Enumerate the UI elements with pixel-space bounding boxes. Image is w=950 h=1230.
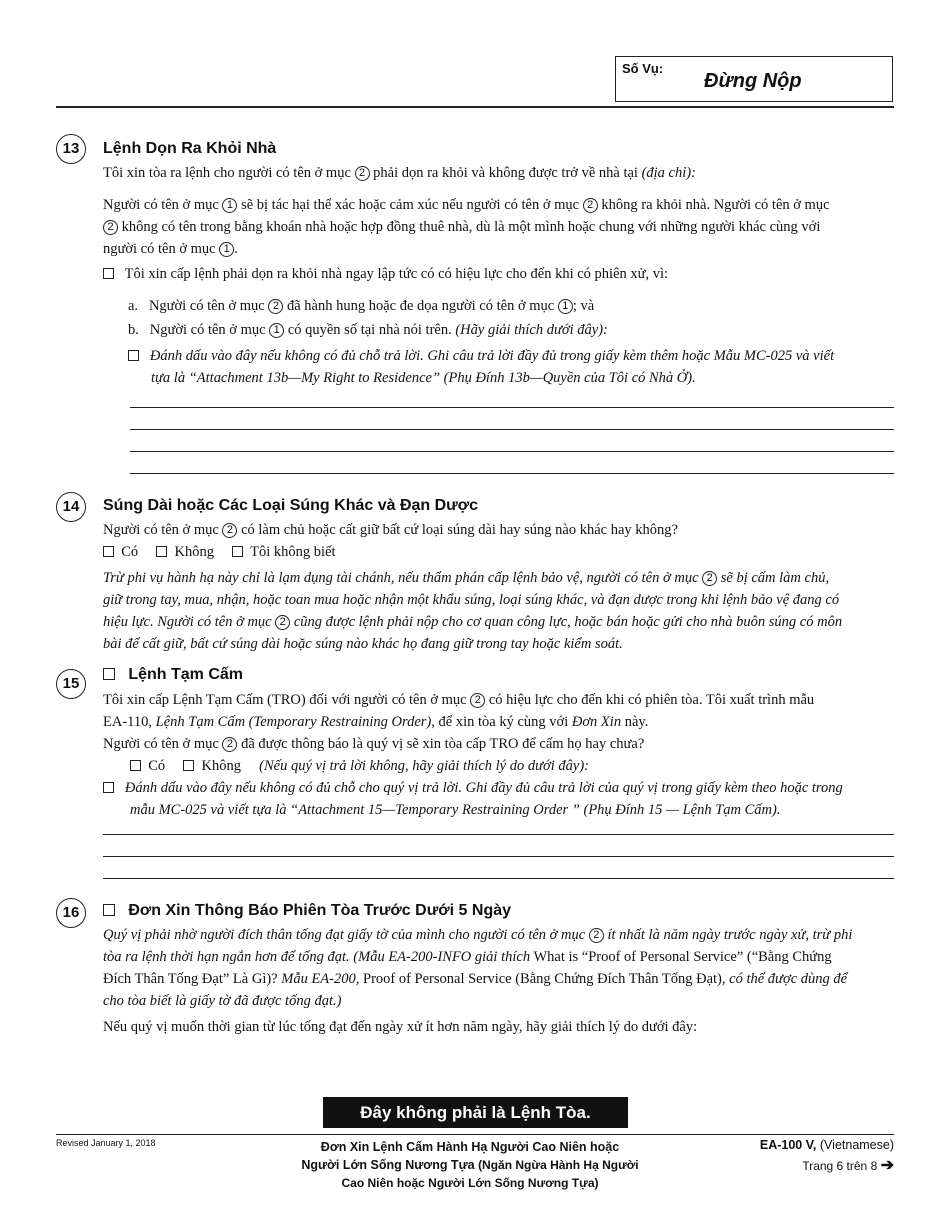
s13-item-a: a. Người có tên ở mục 2 đã hành hung hoặc đe dọa người có tên ở mục 1 ; và [128, 298, 595, 314]
s13-para-line2: 2 không có tên trong bằng khoán nhà hoặc hợp đồng thuê nhà, dù là một mình hoặc chung với những người khác cùng với [103, 216, 820, 238]
case-number-box [615, 56, 893, 102]
s15-yes-checkbox[interactable] [130, 760, 141, 771]
circled-2: 2 [589, 928, 604, 943]
s16-line3: Đích Thân Tống Đạt” Là Gì)? Mẫu EA-200, Proof of Personal Service (Bằng Chứng Đích Thân Tống Đạt), có thể được dùng để [103, 971, 848, 987]
s13-attachment-checkbox[interactable] [128, 350, 139, 361]
section-15-number: 15 [56, 669, 86, 699]
s16-request-checkbox[interactable] [103, 904, 115, 916]
s15-request-checkbox[interactable] [103, 668, 115, 680]
circled-2: 2 [103, 220, 118, 235]
circled-2: 2 [268, 299, 283, 314]
s15-line2: EA-110, Lệnh Tạm Cấm (Temporary Restraining Order), để xin tòa ký cùng với Đơn Xin này. [103, 714, 649, 730]
section-16-title-row [103, 902, 511, 920]
s14-note-line2: giữ trong tay, mua, nhận, hoặc toan mua hoặc nhận một khẩu súng, loại súng khác, và đạn dược trong khi lệnh bảo vệ đang có [103, 592, 840, 608]
case-number-value: Đừng Nộp [704, 70, 802, 92]
s13-para-line3: người có tên ở mục 1 . [103, 241, 238, 257]
section-15-title: Lệnh Tạm Cấm [128, 666, 244, 683]
circled-2: 2 [222, 523, 237, 538]
page-number: Trang 6 trên 8 ➔ [802, 1157, 894, 1174]
s14-no-checkbox[interactable] [156, 546, 167, 557]
s15-attachment-line1: Đánh dấu vào đây nếu không có đủ chỗ cho quý vị trả lời. Ghi đầy đủ câu trả lời của quý vị trong giấy kèm theo hoặc trong [103, 777, 843, 799]
next-page-arrow-icon: ➔ [880, 1157, 894, 1174]
circled-2: 2 [355, 166, 370, 181]
answer-line[interactable] [103, 856, 894, 857]
section-13-number: 13 [56, 134, 86, 164]
s16-line2: tòa ra lệnh thời hạn ngắn hơn để tống đạt. (Mẫu EA-200-INFO giải thích What is “Proof of Personal Service” (“Bằng Chứng [103, 949, 832, 965]
s13-para-line1: Người có tên ở mục 1 sẽ bị tác hại thể xác hoặc cảm xúc nếu người có tên ở mục 2 không ra khỏi nhà. Người có tên ở mục [103, 197, 830, 213]
not-court-order-banner: Đây không phải là Lệnh Tòa. [323, 1097, 628, 1128]
circled-2: 2 [275, 615, 290, 630]
answer-line[interactable] [130, 429, 894, 430]
section-14-title: Súng Dài hoặc Các Loại Súng Khác và Đạn Dược [103, 497, 479, 514]
section-15-title-row [103, 666, 243, 684]
s15-options: Có Không (Nếu quý vị trả lời không, hãy giải thích lý do dưới đây): [130, 755, 589, 777]
circled-1: 1 [558, 299, 573, 314]
s15-attachment-checkbox[interactable] [103, 782, 114, 793]
s14-note-line3: hiệu lực. Người có tên ở mục 2 cũng được lệnh phải nộp cho cơ quan công lực, hoặc bán hoặc gửi cho nhà buôn súng có môn [103, 614, 843, 630]
s15-line3: Người có tên ở mục 2 đã được thông báo là quý vị sẽ xin tòa cấp TRO để cấm họ hay chưa? [103, 736, 645, 752]
footer-rule [56, 1134, 894, 1135]
form-id: EA-100 V, (Vietnamese) [759, 1138, 894, 1152]
s13-request-checkbox[interactable] [103, 268, 114, 279]
s14-dontknow-checkbox[interactable] [232, 546, 243, 557]
s14-yes-checkbox[interactable] [103, 546, 114, 557]
section-13-title: Lệnh Dọn Ra Khỏi Nhà [103, 140, 277, 157]
s13-item-b: b. Người có tên ở mục 1 có quyền số tại nhà nói trên. (Hãy giải thích dưới đây): [128, 322, 608, 338]
case-number-label: Số Vụ: [622, 61, 664, 76]
s16-line4: cho tòa biết là giấy tờ đã được tống đạt.) [103, 993, 342, 1009]
circled-1: 1 [269, 323, 284, 338]
answer-line[interactable] [103, 878, 894, 879]
circled-2: 2 [702, 571, 717, 586]
circled-2: 2 [470, 693, 485, 708]
s13-attachment-line2: tựa là “Attachment 13b—My Right to Residence” (Phụ Đính 13b—Quyền của Tôi có Nhà Ở). [151, 370, 696, 386]
header-rule [56, 106, 894, 108]
answer-line[interactable] [130, 407, 894, 408]
s15-attachment-line2: mẫu MC-025 và viết tựa là “Attachment 15—Temporary Restraining Order ” (Phụ Đính 15 — Lệnh Tạm Cấm). [130, 802, 781, 818]
s14-question: Người có tên ở mục 2 có làm chủ hoặc cất giữ bất cứ loại súng dài hay súng nào khác hay không? [103, 522, 678, 538]
section-14-number: 14 [56, 492, 86, 522]
s15-no-checkbox[interactable] [183, 760, 194, 771]
s16-line1: Quý vị phải nhờ người đích thân tống đạt giấy tờ của mình cho người có tên ở mục 2 ít nhất là năm ngày trước ngày xử, trừ phi [103, 927, 853, 943]
s14-note-line1: Trừ phi vụ hành hạ này chỉ là lạm dụng tài chánh, nếu thẩm phán cấp lệnh bảo vệ, người có tên ở mục 2 sẽ bị cấm làm chủ, [103, 570, 830, 586]
footer-form-title: Đơn Xin Lệnh Cấm Hành Hạ Người Cao Niên hoặc Người Lớn Sống Nương Tựa (Ngăn Ngừa Hành Hạ Người Cao Niên hoặc Người Lớn Sống Nương Tựa) [301, 1140, 639, 1190]
answer-line[interactable] [130, 451, 894, 452]
circled-1: 1 [219, 242, 234, 257]
section-16-title: Đơn Xin Thông Báo Phiên Tòa Trước Dưới 5 Ngày [128, 902, 512, 919]
s15-line1: Tôi xin cấp Lệnh Tạm Cấm (TRO) đối với người có tên ở mục 2 có hiệu lực cho đến khi có phiên tòa. Tôi xuất trình mẫu [103, 692, 815, 708]
answer-line[interactable] [130, 473, 894, 474]
circled-2: 2 [583, 198, 598, 213]
section-16-number: 16 [56, 898, 86, 928]
answer-line[interactable] [103, 834, 894, 835]
s13-request: Tôi xin cấp lệnh phải dọn ra khỏi nhà ngay lập tức có có hiệu lực cho đến khi có phiên xử, vì: [103, 263, 668, 285]
s14-options: Có Không Tôi không biết [103, 541, 336, 563]
s13-intro: Tôi xin tòa ra lệnh cho người có tên ở mục 2 phải dọn ra khỏi và không được trở về nhà tại (địa chỉ): [103, 165, 696, 181]
circled-1: 1 [222, 198, 237, 213]
circled-2: 2 [222, 737, 237, 752]
s14-note-line4: bài để cất giữ, bất cứ súng dài hoặc súng nào khác họ đang giữ trong tay hoặc kiểm soát. [103, 636, 623, 652]
s13-attachment-line1: Đánh dấu vào đây nếu không có đủ chỗ trả lời. Ghi câu trả lời đầy đủ trong giấy kèm thêm hoặc Mẫu MC-025 và viết [128, 345, 834, 367]
s16-line5: Nếu quý vị muốn thời gian từ lúc tống đạt đến ngày xử ít hơn năm ngày, hãy giải thích lý do dưới đây: [103, 1019, 698, 1035]
revised-date: Revised January 1, 2018 [56, 1138, 156, 1148]
